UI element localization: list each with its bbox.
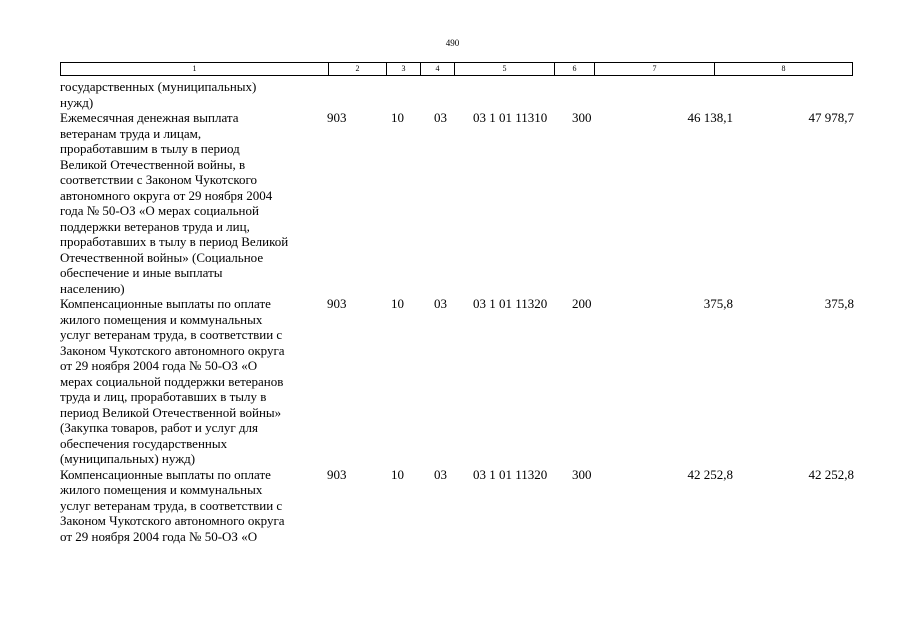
ministry-code: 903: [327, 466, 347, 482]
description-line: мерах социальной поддержки ветеранов: [60, 373, 284, 389]
description-line: Компенсационные выплаты по оплате: [60, 466, 271, 482]
description-line: проработавшим в тылу в период: [60, 141, 240, 156]
table-body: [60, 79, 860, 544]
description-line: период Великой Отечественной войны»: [60, 404, 282, 420]
amount-column-8: 42 252,8: [808, 466, 854, 482]
description-line: услуг ветеранам труда, в соответствии с: [60, 497, 283, 513]
amount-column-8: 375,8: [824, 296, 854, 311]
description-line: населению): [60, 280, 125, 296]
table-header: [60, 62, 853, 76]
description-line: труда и лиц, проработавших в тылу в: [60, 389, 267, 404]
table-row: [60, 467, 860, 545]
subsection-code: 03: [434, 466, 447, 482]
description-line: от 29 ноября 2004 года № 50-ОЗ «О: [60, 528, 258, 544]
section-code: 10: [391, 296, 404, 311]
description-line: Великой Отечественной войны, в: [60, 156, 246, 172]
subsection-code: 03: [434, 296, 447, 311]
description-line: от 29 ноября 2004 года № 50-ОЗ «О: [60, 358, 258, 373]
description-line: (Закупка товаров, работ и услуг для: [60, 420, 258, 435]
description-line: услуг ветеранам труда, в соответствии с: [60, 327, 283, 342]
description-line: нужд): [60, 94, 94, 110]
header-cell-8: 8: [781, 64, 786, 73]
continuation-row: [60, 79, 860, 110]
description-line: (муниципальных) нужд): [60, 451, 196, 466]
description-line: Отечественной войны» (Социальное: [60, 249, 264, 265]
description-line: жилого помещения и коммунальных: [60, 482, 263, 497]
description-line: проработавших в тылу в период Великой: [60, 234, 289, 249]
table-row: [60, 110, 860, 296]
description-line: поддержки ветеранов труда и лиц,: [60, 218, 250, 234]
subsection-code: 03: [434, 110, 447, 125]
header-cell-5: 5: [455, 63, 555, 75]
expense-type-code: 200: [572, 296, 592, 311]
amount-column-7: 42 252,8: [687, 466, 733, 482]
row-description: [60, 467, 328, 545]
header-cell-4: 4: [421, 63, 455, 75]
description-line: года № 50-ОЗ «О мерах социальной: [60, 203, 259, 218]
header-cell-1: 1: [61, 63, 329, 75]
description-line: жилого помещения и коммунальных: [60, 311, 263, 327]
header-cell-6: 6: [555, 63, 595, 75]
target-article-code: 03 1 01 11310: [473, 110, 548, 125]
header-cell-7: 7: [595, 63, 715, 75]
amount-column-7: 375,8: [703, 296, 733, 311]
ministry-code: 903: [327, 110, 347, 125]
amount-column-8: 47 978,7: [808, 110, 854, 125]
page-number: 490: [445, 38, 460, 48]
description-line: Законом Чукотского автономного округа: [60, 513, 285, 528]
section-code: 10: [391, 466, 404, 482]
row-description: [60, 296, 328, 467]
target-article-code: 03 1 01 11320: [473, 466, 548, 482]
description-line: государственных (муниципальных): [60, 79, 257, 94]
description-line: соответствии с Законом Чукотского: [60, 172, 258, 187]
description-line: автономного округа от 29 ноября 2004: [60, 187, 273, 203]
section-code: 10: [391, 110, 404, 125]
expense-type-code: 300: [572, 466, 592, 482]
description-line: Законом Чукотского автономного округа: [60, 342, 285, 358]
expense-type-code: 300: [572, 110, 592, 125]
ministry-code: 903: [327, 296, 347, 311]
header-cell-2: 2: [329, 63, 387, 75]
description-line: обеспечения государственных: [60, 435, 228, 451]
amount-column-7: 46 138,1: [687, 110, 733, 125]
description-line: Ежемесячная денежная выплата: [60, 110, 239, 125]
description-line: Компенсационные выплаты по оплате: [60, 296, 271, 311]
header-cell-3: 3: [387, 63, 421, 75]
description-line: обеспечение и иные выплаты: [60, 265, 223, 280]
target-article-code: 03 1 01 11320: [473, 296, 548, 311]
row-description: [60, 110, 328, 296]
description-line: ветеранам труда и лицам,: [60, 125, 202, 141]
table-row: [60, 296, 860, 467]
